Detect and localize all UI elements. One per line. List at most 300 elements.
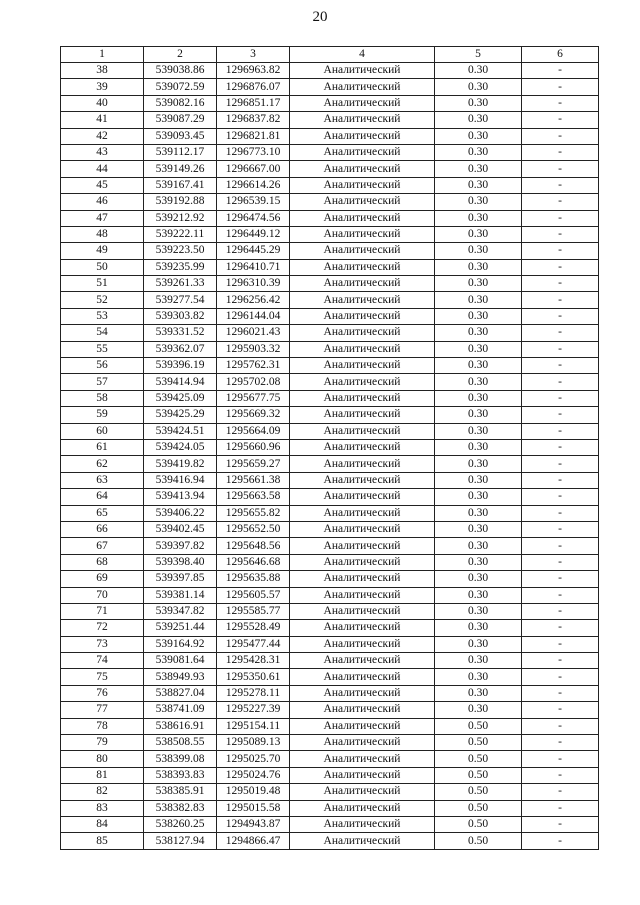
note-cell: - [522,210,599,226]
accuracy-cell: 0.30 [435,505,522,521]
point-number-cell: 83 [61,800,144,816]
x-coordinate-cell: 538127.94 [144,833,217,849]
x-coordinate-cell: 538385.91 [144,784,217,800]
method-cell: Аналитический [290,620,435,636]
x-coordinate-cell: 539167.41 [144,177,217,193]
table-row [61,767,599,783]
accuracy-cell: 0.30 [435,603,522,619]
method-cell: Аналитический [290,112,435,128]
table-row [61,95,599,111]
y-coordinate-cell: 1295702.08 [217,374,290,390]
x-coordinate-cell: 539402.45 [144,521,217,537]
note-cell: - [522,472,599,488]
y-coordinate-cell: 1295528.49 [217,620,290,636]
y-coordinate-cell: 1296876.07 [217,79,290,95]
note-cell: - [522,554,599,570]
note-cell: - [522,620,599,636]
accuracy-cell: 0.30 [435,489,522,505]
table-row [61,390,599,406]
note-cell: - [522,587,599,603]
table-row [61,226,599,242]
method-cell: Аналитический [290,669,435,685]
table-row [61,374,599,390]
y-coordinate-cell: 1295762.31 [217,358,290,374]
accuracy-cell: 0.30 [435,702,522,718]
note-cell: - [522,276,599,292]
point-number-cell: 49 [61,243,144,259]
method-cell: Аналитический [290,784,435,800]
point-number-cell: 85 [61,833,144,849]
method-cell: Аналитический [290,718,435,734]
point-number-cell: 65 [61,505,144,521]
method-cell: Аналитический [290,636,435,652]
x-coordinate-cell: 539331.52 [144,325,217,341]
point-number-cell: 74 [61,653,144,669]
note-cell: - [522,653,599,669]
note-cell: - [522,833,599,849]
table-row [61,423,599,439]
point-number-cell: 66 [61,521,144,537]
point-number-cell: 58 [61,390,144,406]
method-cell: Аналитический [290,751,435,767]
table-row [61,571,599,587]
x-coordinate-cell: 539424.05 [144,439,217,455]
x-coordinate-cell: 539149.26 [144,161,217,177]
x-coordinate-cell: 538741.09 [144,702,217,718]
column-header: 4 [290,47,435,63]
table-row [61,439,599,455]
point-number-cell: 80 [61,751,144,767]
method-cell: Аналитический [290,505,435,521]
x-coordinate-cell: 539425.09 [144,390,217,406]
accuracy-cell: 0.30 [435,194,522,210]
method-cell: Аналитический [290,767,435,783]
x-coordinate-cell: 539251.44 [144,620,217,636]
x-coordinate-cell: 539303.82 [144,308,217,324]
x-coordinate-cell: 539397.85 [144,571,217,587]
y-coordinate-cell: 1296614.26 [217,177,290,193]
point-number-cell: 41 [61,112,144,128]
y-coordinate-cell: 1296821.81 [217,128,290,144]
point-number-cell: 75 [61,669,144,685]
note-cell: - [522,194,599,210]
y-coordinate-cell: 1295585.77 [217,603,290,619]
method-cell: Аналитический [290,390,435,406]
table-row [61,128,599,144]
x-coordinate-cell: 539424.51 [144,423,217,439]
point-number-cell: 54 [61,325,144,341]
x-coordinate-cell: 539261.33 [144,276,217,292]
point-number-cell: 57 [61,374,144,390]
note-cell: - [522,636,599,652]
y-coordinate-cell: 1295903.32 [217,341,290,357]
accuracy-cell: 0.30 [435,276,522,292]
y-coordinate-cell: 1295677.75 [217,390,290,406]
note-cell: - [522,390,599,406]
point-number-cell: 71 [61,603,144,619]
table-header-row [61,47,599,63]
accuracy-cell: 0.30 [435,423,522,439]
x-coordinate-cell: 539223.50 [144,243,217,259]
y-coordinate-cell: 1295646.68 [217,554,290,570]
note-cell: - [522,538,599,554]
point-number-cell: 72 [61,620,144,636]
accuracy-cell: 0.50 [435,816,522,832]
y-coordinate-cell: 1295635.88 [217,571,290,587]
y-coordinate-cell: 1296667.00 [217,161,290,177]
note-cell: - [522,456,599,472]
y-coordinate-cell: 1295227.39 [217,702,290,718]
table-row [61,636,599,652]
accuracy-cell: 0.30 [435,538,522,554]
method-cell: Аналитический [290,456,435,472]
x-coordinate-cell: 539425.29 [144,407,217,423]
method-cell: Аналитический [290,521,435,537]
table-row [61,177,599,193]
y-coordinate-cell: 1296144.04 [217,308,290,324]
accuracy-cell: 0.50 [435,735,522,751]
x-coordinate-cell: 539419.82 [144,456,217,472]
method-cell: Аналитический [290,538,435,554]
note-cell: - [522,439,599,455]
accuracy-cell: 0.30 [435,636,522,652]
x-coordinate-cell: 539164.92 [144,636,217,652]
table-row [61,144,599,160]
y-coordinate-cell: 1296963.82 [217,63,290,79]
table-row [61,210,599,226]
note-cell: - [522,702,599,718]
note-cell: - [522,144,599,160]
y-coordinate-cell: 1295663.58 [217,489,290,505]
point-number-cell: 78 [61,718,144,734]
x-coordinate-cell: 539416.94 [144,472,217,488]
method-cell: Аналитический [290,177,435,193]
y-coordinate-cell: 1295661.38 [217,472,290,488]
y-coordinate-cell: 1295664.09 [217,423,290,439]
x-coordinate-cell: 539398.40 [144,554,217,570]
note-cell: - [522,423,599,439]
y-coordinate-cell: 1295669.32 [217,407,290,423]
point-number-cell: 63 [61,472,144,488]
table-row [61,816,599,832]
x-coordinate-cell: 539406.22 [144,505,217,521]
x-coordinate-cell: 539222.11 [144,226,217,242]
note-cell: - [522,489,599,505]
method-cell: Аналитический [290,243,435,259]
accuracy-cell: 0.30 [435,128,522,144]
y-coordinate-cell: 1295278.11 [217,685,290,701]
page-number: 20 [312,9,328,25]
accuracy-cell: 0.50 [435,767,522,783]
method-cell: Аналитический [290,194,435,210]
table-row [61,685,599,701]
point-number-cell: 68 [61,554,144,570]
note-cell: - [522,784,599,800]
method-cell: Аналитический [290,341,435,357]
point-number-cell: 44 [61,161,144,177]
point-number-cell: 59 [61,407,144,423]
accuracy-cell: 0.30 [435,210,522,226]
note-cell: - [522,128,599,144]
column-header: 3 [217,47,290,63]
x-coordinate-cell: 539192.88 [144,194,217,210]
table-row [61,784,599,800]
accuracy-cell: 0.30 [435,407,522,423]
method-cell: Аналитический [290,816,435,832]
accuracy-cell: 0.30 [435,653,522,669]
accuracy-cell: 0.30 [435,259,522,275]
x-coordinate-cell: 538949.93 [144,669,217,685]
x-coordinate-cell: 539414.94 [144,374,217,390]
note-cell: - [522,800,599,816]
y-coordinate-cell: 1296837.82 [217,112,290,128]
table-row [61,259,599,275]
note-cell: - [522,751,599,767]
accuracy-cell: 0.30 [435,554,522,570]
note-cell: - [522,735,599,751]
point-number-cell: 40 [61,95,144,111]
accuracy-cell: 0.30 [435,685,522,701]
point-number-cell: 48 [61,226,144,242]
method-cell: Аналитический [290,374,435,390]
method-cell: Аналитический [290,292,435,308]
x-coordinate-cell: 539038.86 [144,63,217,79]
accuracy-cell: 0.30 [435,587,522,603]
y-coordinate-cell: 1295015.58 [217,800,290,816]
note-cell: - [522,669,599,685]
y-coordinate-cell: 1295089.13 [217,735,290,751]
method-cell: Аналитический [290,571,435,587]
y-coordinate-cell: 1296021.43 [217,325,290,341]
note-cell: - [522,358,599,374]
note-cell: - [522,63,599,79]
table-row [61,702,599,718]
y-coordinate-cell: 1296256.42 [217,292,290,308]
y-coordinate-cell: 1295655.82 [217,505,290,521]
point-number-cell: 70 [61,587,144,603]
point-number-cell: 79 [61,735,144,751]
point-number-cell: 82 [61,784,144,800]
x-coordinate-cell: 539381.14 [144,587,217,603]
method-cell: Аналитический [290,800,435,816]
note-cell: - [522,79,599,95]
note-cell: - [522,161,599,177]
method-cell: Аналитический [290,325,435,341]
column-header: 1 [61,47,144,63]
note-cell: - [522,177,599,193]
point-number-cell: 43 [61,144,144,160]
table-row [61,112,599,128]
note-cell: - [522,603,599,619]
point-number-cell: 45 [61,177,144,193]
accuracy-cell: 0.50 [435,784,522,800]
x-coordinate-cell: 539212.92 [144,210,217,226]
x-coordinate-cell: 539082.16 [144,95,217,111]
method-cell: Аналитический [290,161,435,177]
point-number-cell: 38 [61,63,144,79]
note-cell: - [522,243,599,259]
y-coordinate-cell: 1296474.56 [217,210,290,226]
table-row [61,276,599,292]
method-cell: Аналитический [290,603,435,619]
table-row [61,308,599,324]
table-row [61,194,599,210]
table-row [61,587,599,603]
y-coordinate-cell: 1295659.27 [217,456,290,472]
y-coordinate-cell: 1296851.17 [217,95,290,111]
note-cell: - [522,521,599,537]
table-row [61,669,599,685]
point-number-cell: 55 [61,341,144,357]
point-number-cell: 56 [61,358,144,374]
table-row [61,456,599,472]
table-row [61,833,599,849]
method-cell: Аналитический [290,128,435,144]
x-coordinate-cell: 539093.45 [144,128,217,144]
point-number-cell: 67 [61,538,144,554]
accuracy-cell: 0.30 [435,112,522,128]
accuracy-cell: 0.50 [435,718,522,734]
table-row [61,161,599,177]
y-coordinate-cell: 1295019.48 [217,784,290,800]
y-coordinate-cell: 1296773.10 [217,144,290,160]
accuracy-cell: 0.30 [435,79,522,95]
y-coordinate-cell: 1295477.44 [217,636,290,652]
point-number-cell: 60 [61,423,144,439]
table-row [61,653,599,669]
table-row [61,603,599,619]
note-cell: - [522,767,599,783]
table-row [61,538,599,554]
table-row [61,79,599,95]
table-row [61,243,599,259]
method-cell: Аналитический [290,308,435,324]
point-number-cell: 81 [61,767,144,783]
x-coordinate-cell: 539081.64 [144,653,217,669]
method-cell: Аналитический [290,439,435,455]
point-number-cell: 77 [61,702,144,718]
x-coordinate-cell: 539347.82 [144,603,217,619]
table-row [61,751,599,767]
table-body [61,63,599,850]
table-row [61,735,599,751]
table-row [61,292,599,308]
table-row [61,358,599,374]
table-row [61,800,599,816]
x-coordinate-cell: 539235.99 [144,259,217,275]
column-header: 2 [144,47,217,63]
x-coordinate-cell: 539112.17 [144,144,217,160]
table-row [61,472,599,488]
note-cell: - [522,505,599,521]
note-cell: - [522,95,599,111]
table-row [61,620,599,636]
note-cell: - [522,325,599,341]
x-coordinate-cell: 538399.08 [144,751,217,767]
point-number-cell: 39 [61,79,144,95]
table-row [61,521,599,537]
point-number-cell: 52 [61,292,144,308]
x-coordinate-cell: 538827.04 [144,685,217,701]
y-coordinate-cell: 1294943.87 [217,816,290,832]
accuracy-cell: 0.50 [435,800,522,816]
y-coordinate-cell: 1296310.39 [217,276,290,292]
table-row [61,63,599,79]
accuracy-cell: 0.30 [435,571,522,587]
y-coordinate-cell: 1296449.12 [217,226,290,242]
note-cell: - [522,341,599,357]
point-number-cell: 64 [61,489,144,505]
method-cell: Аналитический [290,653,435,669]
x-coordinate-cell: 539396.19 [144,358,217,374]
accuracy-cell: 0.30 [435,669,522,685]
note-cell: - [522,407,599,423]
method-cell: Аналитический [290,144,435,160]
note-cell: - [522,112,599,128]
x-coordinate-cell: 538382.83 [144,800,217,816]
x-coordinate-cell: 539362.07 [144,341,217,357]
method-cell: Аналитический [290,95,435,111]
y-coordinate-cell: 1295350.61 [217,669,290,685]
point-number-cell: 61 [61,439,144,455]
table-row [61,505,599,521]
method-cell: Аналитический [290,702,435,718]
accuracy-cell: 0.30 [435,374,522,390]
x-coordinate-cell: 539087.29 [144,112,217,128]
accuracy-cell: 0.30 [435,226,522,242]
accuracy-cell: 0.30 [435,177,522,193]
accuracy-cell: 0.30 [435,161,522,177]
note-cell: - [522,308,599,324]
note-cell: - [522,685,599,701]
y-coordinate-cell: 1295660.96 [217,439,290,455]
accuracy-cell: 0.30 [435,390,522,406]
accuracy-cell: 0.50 [435,751,522,767]
x-coordinate-cell: 539397.82 [144,538,217,554]
accuracy-cell: 0.30 [435,308,522,324]
x-coordinate-cell: 538393.83 [144,767,217,783]
point-number-cell: 53 [61,308,144,324]
accuracy-cell: 0.30 [435,456,522,472]
method-cell: Аналитический [290,259,435,275]
accuracy-cell: 0.30 [435,521,522,537]
point-number-cell: 51 [61,276,144,292]
accuracy-cell: 0.30 [435,439,522,455]
coordinates-table [60,46,599,850]
table-row [61,325,599,341]
table-row [61,341,599,357]
point-number-cell: 62 [61,456,144,472]
point-number-cell: 73 [61,636,144,652]
column-header: 5 [435,47,522,63]
method-cell: Аналитический [290,276,435,292]
y-coordinate-cell: 1296445.29 [217,243,290,259]
y-coordinate-cell: 1295154.11 [217,718,290,734]
table-row [61,718,599,734]
method-cell: Аналитический [290,833,435,849]
y-coordinate-cell: 1296539.15 [217,194,290,210]
accuracy-cell: 0.30 [435,63,522,79]
method-cell: Аналитический [290,472,435,488]
y-coordinate-cell: 1295428.31 [217,653,290,669]
x-coordinate-cell: 538260.25 [144,816,217,832]
y-coordinate-cell: 1296410.71 [217,259,290,275]
accuracy-cell: 0.30 [435,243,522,259]
accuracy-cell: 0.30 [435,325,522,341]
accuracy-cell: 0.30 [435,144,522,160]
point-number-cell: 84 [61,816,144,832]
accuracy-cell: 0.30 [435,620,522,636]
